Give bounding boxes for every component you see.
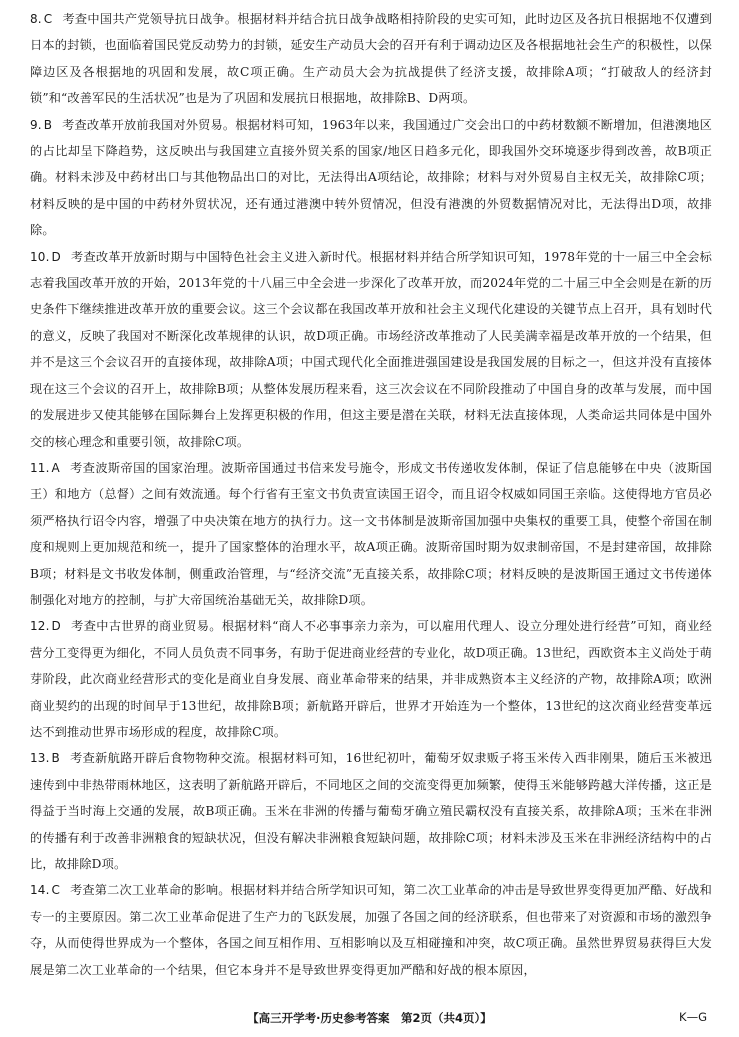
question-13 <box>30 745 712 877</box>
question-answer: A <box>51 460 60 475</box>
question-explanation: 考查第二次工业革命的影响。根据材料并结合所学知识可知，第二次工业革命的冲击是导致世界变得更加严酷、好战和专一的主要原因。第二次工业革命促进了生产力的飞跃发展，加强了各国之间的经济联系，但也带来了对资源和市场的激烈争夺，从而使得世界成为一个整体，各国之间互相作用、互相影响以及互相碰撞和冲突，故C项正确。虽然世界贸易获得巨大发展是第二次工业革命的一个结果，但它本身并不是导致世界变得更加严酷和好战的根本原因， <box>30 883 712 977</box>
question-explanation: 考查新航路开辟后食物物种交流。根据材料可知，16世纪初叶，葡萄牙奴隶贩子将玉米传入西非刚果，随后玉米被迅速传到中非热带雨林地区，这表明了新航路开辟后，不同地区之间的交流变得更加频繁，使得玉米能够跨越大洋传播，这正是得益于当时海上交通的发展，故B项正确。玉米在非洲的传播与葡萄牙确立殖民霸权没有直接关系，故排除A项；玉米在非洲的传播有利于改善非洲粮食的短缺状况，但没有解决非洲粮食短缺问题，故排除C项；材料未涉及玉米在非洲经济结构中的占比，故排除D项。 <box>30 751 712 871</box>
question-10 <box>30 244 712 455</box>
question-14 <box>30 877 712 983</box>
question-11 <box>30 455 712 613</box>
question-explanation: 考查中古世界的商业贸易。根据材料“商人不必事事亲力亲为，可以雇用代理人、设立分理处进行经营”可知，商业经营分工变得更为细化，不同人员负责不同事务，有助于促进商业经营的专业化，故D项正确。13世纪，西欧资本主义尚处于萌芽阶段，此次商业经营形式的变化是商业自身发展、商业革命带来的结果，并非成熟资本主义经济的产物，故排除A项；欧洲商业契约的出现的时间早于13世纪，故排除B项；新航路开辟后，世界才开始连为一个整体，13世纪的这次商业经营变革远达不到推动世界市场形成的程度，故排除C项。 <box>30 619 712 739</box>
question-explanation: 考查波斯帝国的国家治理。波斯帝国通过书信来发号施令，形成文书传递收发体制，保证了信息能够在中央（波斯国王）和地方（总督）之间有效流通。每个行省有王室文书负责宣读国王诏令，而且诏令权威如同国王亲临。这使得地方官员必须严格执行诏令内容，增强了中央决策在地方的执行力。这一文书体制是波斯帝国加强中央集权的重要工具，使整个帝国在制度和规则上更加规范和统一，提升了国家整体的治理水平，故A项正确。波斯帝国时期为奴隶制帝国，不是封建帝国，故排除B项；材料是文书收发体制，侧重政治管理，与“经济交流”无直接关系，故排除C项；材料反映的是波斯国王通过文书传递体制强化对地方的控制，与扩大帝国统治基础无关，故排除D项。 <box>30 460 712 607</box>
footer-page-info: 【高三开学考·历史参考答案 第2页（共4页）】 <box>247 1011 492 1025</box>
answer-page <box>30 6 712 983</box>
question-number: 13. <box>30 751 50 766</box>
page-footer <box>0 1010 739 1028</box>
question-answer: C <box>51 883 61 898</box>
question-number: 12. <box>30 619 50 634</box>
question-9 <box>30 112 712 244</box>
question-explanation: 考查中国共产党领导抗日战争。根据材料并结合抗日战争战略相持阶段的史实可知，此时边区及各抗日根据地不仅遭到日本的封锁，也面临着国民党反动势力的封锁，延安生产动员大会的召开有利于调动边区及各根据地社会生产的积极性，以保障边区及各根据地的巩固和发展，故C项正确。生产动员大会为抗战提供了经济支援，故排除A项；“打破敌人的经济封锁”和“改善军民的生活状况”也是为了巩固和发展抗日根据地，故排除B、D两项。 <box>30 12 712 106</box>
question-8 <box>30 6 712 112</box>
question-explanation: 考查改革开放新时期与中国特色社会主义进入新时代。根据材料并结合所学知识可知，1978年党的十一届三中全会标志着我国改革开放的开始，2013年党的十八届三中全会进一步深化了改革开放，而2024年党的二十届三中全会则是在新的历史条件下继续推进改革开放的重要会议。这三个会议都在我国改革开放和社会主义现代化建设的关键节点上召开，具有划时代的意义，反映了我国对不断深化改革规律的认识，故D项正确。市场经济改革推动了人民美满幸福是改革开放的一个结果，但并不是这三个会议召开的直接体现，故排除A项；中国式现代化全面推进强国建设是我国发展的目标之一，但这并没有直接体现在这三个会议的召开上，故排除B项；从整体发展历程来看，这三次会议在不同阶段推动了中国自身的改革与发展，而中国的发展进步又使其能够在国际舞台上发挥更积极的作用，但这主要是潜在关联，材料无法直接体现，人类命运共同体是中国外交的核心理念和重要引领，故排除C项。 <box>30 249 712 449</box>
question-explanation: 考查改革开放前我国对外贸易。根据材料可知，1963年以来，我国通过广交会出口的中药材数额不断增加，但港澳地区的占比却呈下降趋势，这反映出与我国建立直接外贸关系的国家/地区日趋多元化，即我国外交环境逐步得到改善，故B项正确。材料未涉及中药材出口与其他物品出口的对比，无法得出A项结论，故排除；材料与对外贸易自主权无关，故排除C项；材料反映的是中国的中药材外贸状况，还有通过港澳中转外贸情况，但没有港澳的外贸数据情况对比，无法得出D项，故排除。 <box>30 117 712 238</box>
question-answer: B <box>51 751 60 766</box>
question-answer: D <box>51 619 61 634</box>
question-number: 9. <box>30 117 42 132</box>
question-answer: C <box>43 12 53 26</box>
question-number: 14. <box>30 883 50 898</box>
question-12 <box>30 613 712 745</box>
question-number: 8. <box>30 12 42 26</box>
question-answer: B <box>43 117 53 132</box>
question-answer: D <box>51 249 61 264</box>
question-number: 11. <box>30 460 50 475</box>
question-number: 10. <box>30 249 50 264</box>
footer-code: K—G <box>679 1010 707 1024</box>
